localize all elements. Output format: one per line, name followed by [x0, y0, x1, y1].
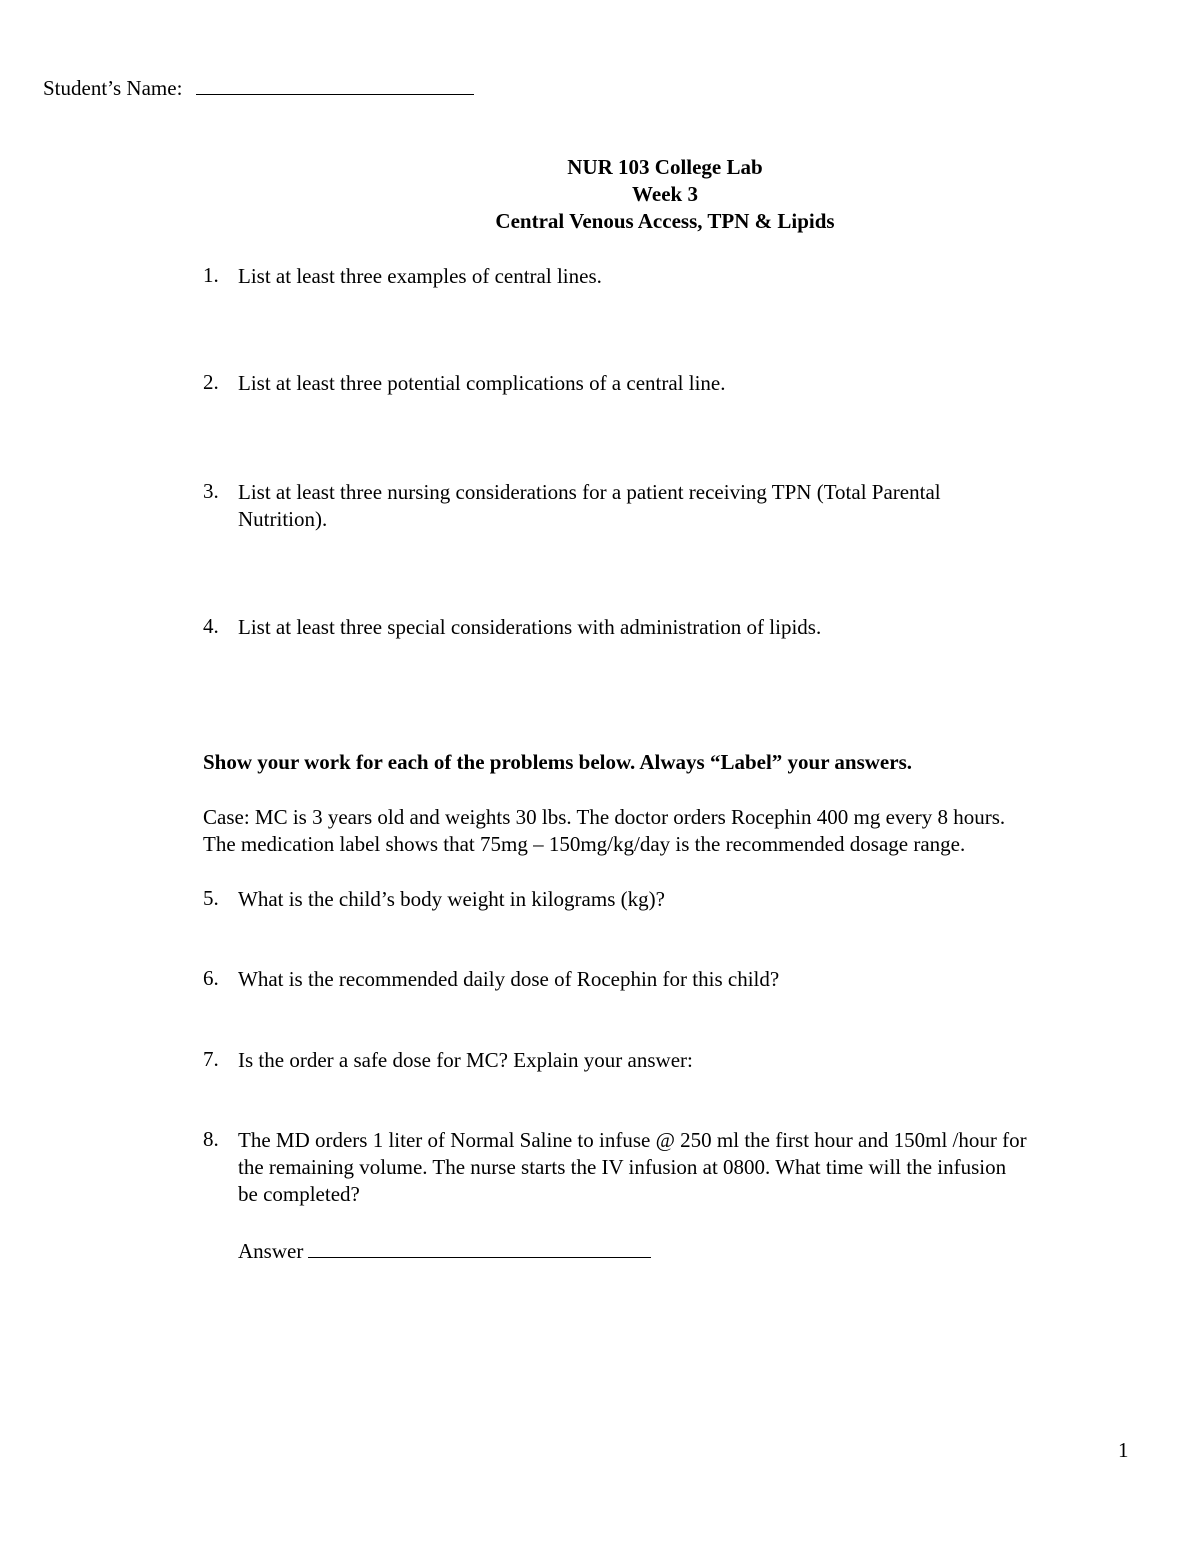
title-course: NUR 103 College Lab [567, 155, 763, 179]
case-line-1: Case: MC is 3 years old and weights 30 lbs. The doctor orders Rocephin 400 mg every 8 hours. [203, 805, 1006, 829]
instructions-heading: Show your work for each of the problems below. Always “Label” your answers. [203, 750, 912, 774]
page-number: 1 [1118, 1438, 1129, 1462]
question-8-text-line1: The MD orders 1 liter of Normal Saline to infuse @ 250 ml the first hour and 150ml /hour for [238, 1128, 1027, 1152]
question-7-number: 7. [203, 1047, 219, 1071]
title-week: Week 3 [632, 182, 698, 206]
question-2-number: 2. [203, 370, 219, 394]
question-5-number: 5. [203, 886, 219, 910]
document-title [0, 154, 1200, 235]
student-name-label: Student’s Name: [43, 76, 183, 100]
student-name-field[interactable] [196, 74, 474, 95]
question-6-number: 6. [203, 966, 219, 990]
question-6-text: What is the recommended daily dose of Rocephin for this child? [238, 967, 780, 991]
question-1-text: List at least three examples of central lines. [238, 264, 602, 288]
question-8-text-line2: the remaining volume. The nurse starts the IV infusion at 0800. What time will the infusion [238, 1155, 1007, 1179]
question-3-text-line1: List at least three nursing considerations for a patient receiving TPN (Total Parental [238, 480, 941, 504]
question-8-text-line3: be completed? [238, 1182, 360, 1206]
question-4-text: List at least three special considerations with administration of lipids. [238, 615, 822, 639]
answer-row [238, 1237, 651, 1264]
question-3-number: 3. [203, 479, 219, 503]
case-line-2: The medication label shows that 75mg – 150mg/kg/day is the recommended dosage range. [203, 832, 966, 856]
case-description [203, 804, 1005, 858]
question-8-number: 8. [203, 1127, 219, 1151]
student-name-row [43, 74, 474, 101]
answer-label: Answer [238, 1239, 304, 1263]
question-3-text-line2: Nutrition). [238, 507, 328, 531]
title-topic: Central Venous Access, TPN & Lipids [495, 209, 835, 233]
question-2-text: List at least three potential complications of a central line. [238, 371, 726, 395]
question-1-number: 1. [203, 263, 219, 287]
answer-field[interactable] [308, 1237, 651, 1258]
question-4-number: 4. [203, 614, 219, 638]
question-7-text: Is the order a safe dose for MC? Explain your answer: [238, 1048, 693, 1072]
question-5-text: What is the child’s body weight in kilograms (kg)? [238, 887, 665, 911]
